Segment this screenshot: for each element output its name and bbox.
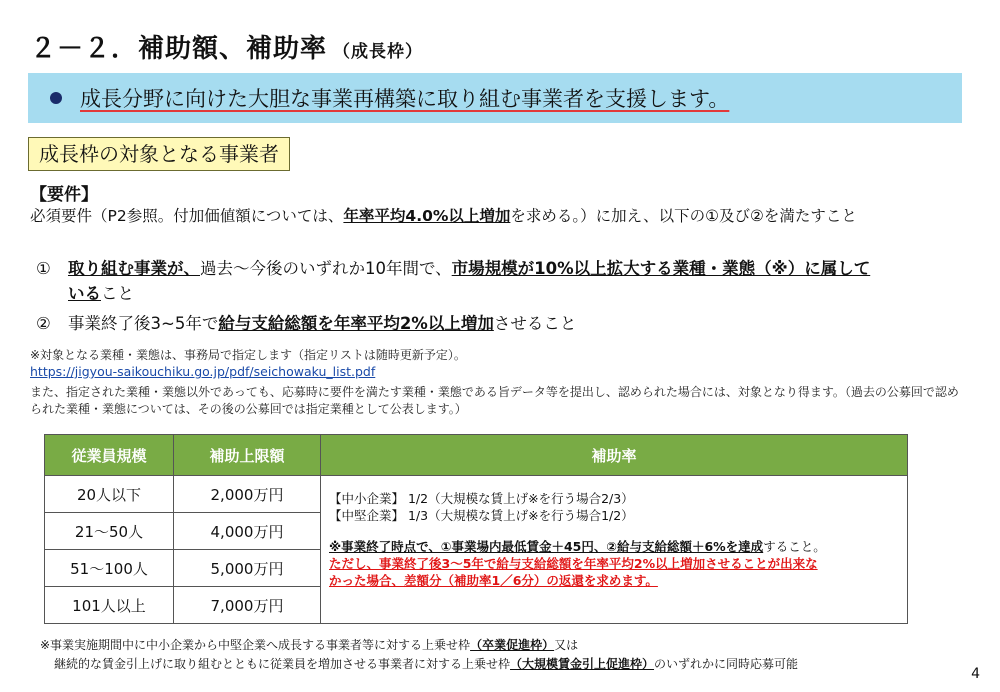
rate-refund-1: ただし、事業終了後3～5年で給与支給総額を年率平均2%以上増加させることが出来な <box>329 556 818 571</box>
requirement-item-1 <box>36 256 976 281</box>
cell-size: 51～100人 <box>45 550 174 587</box>
page-number: 4 <box>971 666 980 682</box>
cell-limit: 2,000万円 <box>174 476 321 513</box>
req-text-a: 必須要件（P2参照。付加価値額については、 <box>30 207 344 225</box>
header-subsidy-rate: 補助率 <box>321 435 908 476</box>
cell-limit: 7,000万円 <box>174 587 321 624</box>
requirement-item-2 <box>36 311 576 336</box>
rate-condition-end: すること。 <box>763 539 826 554</box>
foot-2b: （大規模賃金引上促進枠） <box>510 657 655 671</box>
item-1-d: いる <box>68 284 101 303</box>
requirements-text <box>30 205 980 227</box>
header-subsidy-limit: 補助上限額 <box>174 435 321 476</box>
item-1-c: 市場規模が10%以上拡大する業種・業態（※）に属して <box>451 259 871 278</box>
foot-1a: ※事業実施期間中に中小企業から中堅企業へ成長する事業者等に対する上乗せ枠 <box>40 638 471 652</box>
page-title <box>30 28 423 65</box>
cell-size: 21～50人 <box>45 513 174 550</box>
foot-1c: 又は <box>554 638 579 652</box>
cell-size: 20人以下 <box>45 476 174 513</box>
title-main: ２－２．補助額、補助率 <box>30 34 328 64</box>
cell-size: 101人以上 <box>45 587 174 624</box>
item-2-b: 給与支給総額を年率平均2%以上増加 <box>218 314 494 333</box>
rate-condition-bold: ※事業終了時点で、①事業場内最低賃金＋45円、②給与支給総額＋6%を達成 <box>329 539 764 554</box>
rate-refund-2: かった場合、差額分（補助率1／6分）の返還を求めます。 <box>329 573 658 588</box>
foot-1b: （卒業促進枠） <box>470 638 555 652</box>
foot-2c: のいずれかに同時応募可能 <box>654 657 799 671</box>
req-text-c: を求める。）に加え、以下の①及び②を満たすこと <box>510 207 857 225</box>
item-2-number: ② <box>36 314 51 333</box>
section-tag: 成長枠の対象となる事業者 <box>28 137 290 171</box>
industry-list-link[interactable]: https://jigyou-saikouchiku.go.jp/pdf/seichowaku_list.pdf <box>30 364 376 379</box>
banner-text: 成長分野に向けた大胆な事業再構築に取り組む事業者を支援します。 <box>80 87 730 111</box>
note-other-industries: また、指定された業種・業態以外であっても、応募時に要件を満たす業種・業態である旨データ等を提出し、認められた場合には、対象となり得ます。（過去の公募回で認められた業種・業態については、その後の公募回では指定業種として公表します。） <box>30 385 959 416</box>
item-1-b: 過去～今後のいずれか10年間で、 <box>200 259 452 278</box>
requirement-item-1-cont <box>68 281 134 306</box>
cell-limit: 5,000万円 <box>174 550 321 587</box>
title-sub: （成長枠） <box>333 42 424 62</box>
item-1-e: こと <box>101 284 134 303</box>
req-text-emphasis: 年率平均4.0%以上増加 <box>343 207 511 225</box>
item-1-number: ① <box>36 259 51 278</box>
item-2-c: させること <box>493 314 577 333</box>
bullet-icon <box>50 92 62 104</box>
summary-banner <box>28 73 962 123</box>
cell-limit: 4,000万円 <box>174 513 321 550</box>
item-2-a: 事業終了後3~5年で <box>68 314 219 333</box>
item-1-a: 取り組む事業が、 <box>68 259 200 278</box>
header-employee-size: 従業員規模 <box>45 435 174 476</box>
footnote <box>40 636 798 674</box>
rate-mid: 【中堅企業】 1/3（大規模な賃上げ※を行う場合1/2） <box>329 508 634 523</box>
note-industry: ※対象となる業種・業態は、事務局で指定します（指定リストは随時更新予定）。 <box>30 348 466 362</box>
cell-rate <box>321 476 908 624</box>
requirements-heading: 【要件】 <box>30 185 98 205</box>
table-row <box>45 476 908 513</box>
subsidy-table <box>44 434 908 624</box>
rate-sme: 【中小企業】 1/2（大規模な賃上げ※を行う場合2/3） <box>329 491 634 506</box>
foot-2a: 継続的な賃金引上げに取り組むとともに従業員を増加させる事業者に対する上乗せ枠 <box>54 657 511 671</box>
rate-condition <box>329 538 899 555</box>
